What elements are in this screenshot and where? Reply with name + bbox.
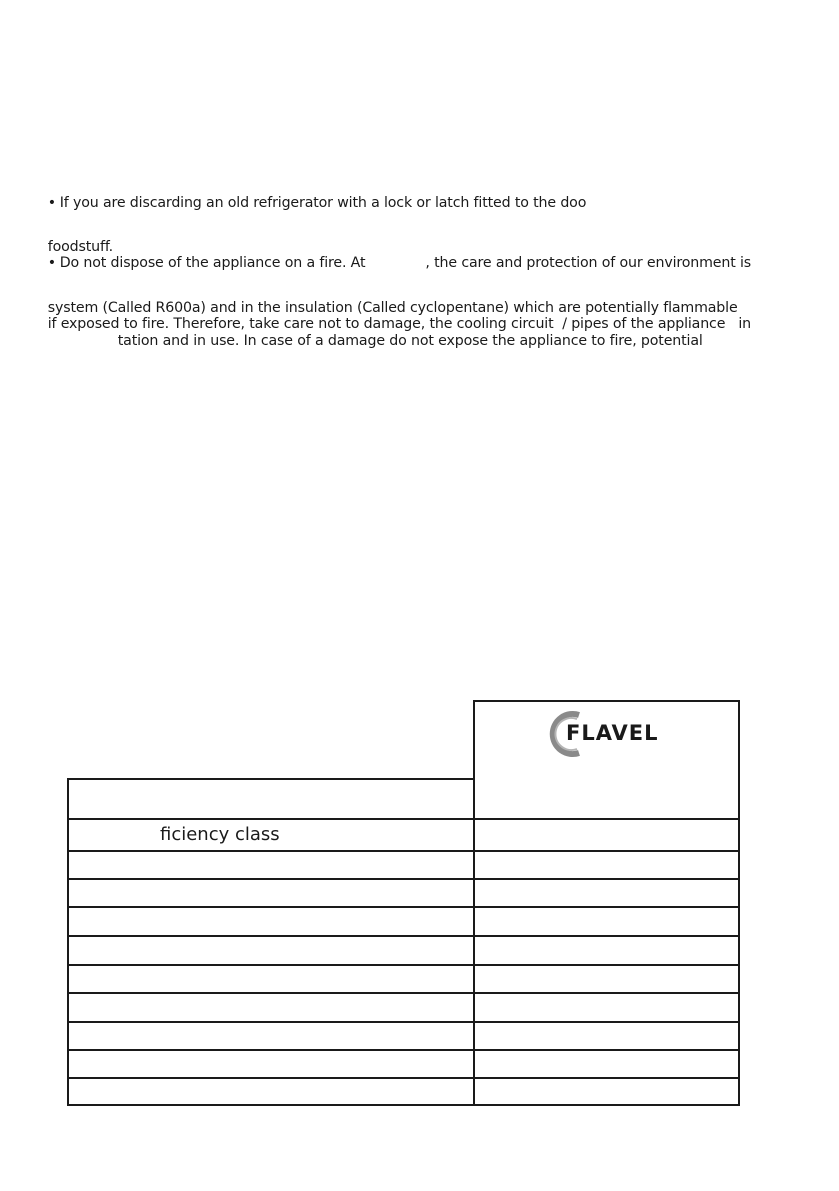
table-row-line (67, 1049, 740, 1051)
line-3b-text: , the care and protection of our environment is (425, 255, 752, 271)
logo-text: FLAVEL (566, 721, 659, 745)
bullet-icon: • (47, 255, 56, 271)
table-column-divider (473, 818, 475, 1106)
table-row-line (67, 850, 740, 852)
line-1-text: If you are discarding an old refrigerator with a lock or latch fitted to the doo (59, 195, 587, 211)
bullet-icon: • (47, 195, 56, 211)
table-row-line (67, 1077, 740, 1079)
line-4-text: system (Called R600a) and in the insulation (Called cyclopentane) which are potentially flammable (47, 300, 738, 316)
line-2-text: foodstuff. (47, 239, 114, 255)
table-row-line (67, 906, 740, 908)
table-row-line (67, 964, 740, 966)
line-3a-text: Do not dispose of the appliance on a fire. At (59, 255, 366, 271)
table-row-line (67, 878, 740, 880)
table-row-line (67, 992, 740, 994)
line-5-text: if exposed to fire. Therefore, take care not to damage, the cooling circuit / pipes of the appliance in (47, 316, 751, 332)
table-header-left (67, 778, 475, 820)
line-6-text: tation and in use. In case of a damage do not expose the appliance to fire, potential (117, 333, 703, 349)
table-row-line (67, 1021, 740, 1023)
paragraph-line-3 (39, 236, 751, 272)
energy-efficiency-label: ficiency class (160, 824, 280, 845)
table-body (67, 818, 740, 1106)
paragraph-line-6 (109, 314, 703, 350)
paragraph-line-1 (39, 176, 586, 212)
flavel-logo (546, 709, 670, 759)
table-row-line (67, 935, 740, 937)
